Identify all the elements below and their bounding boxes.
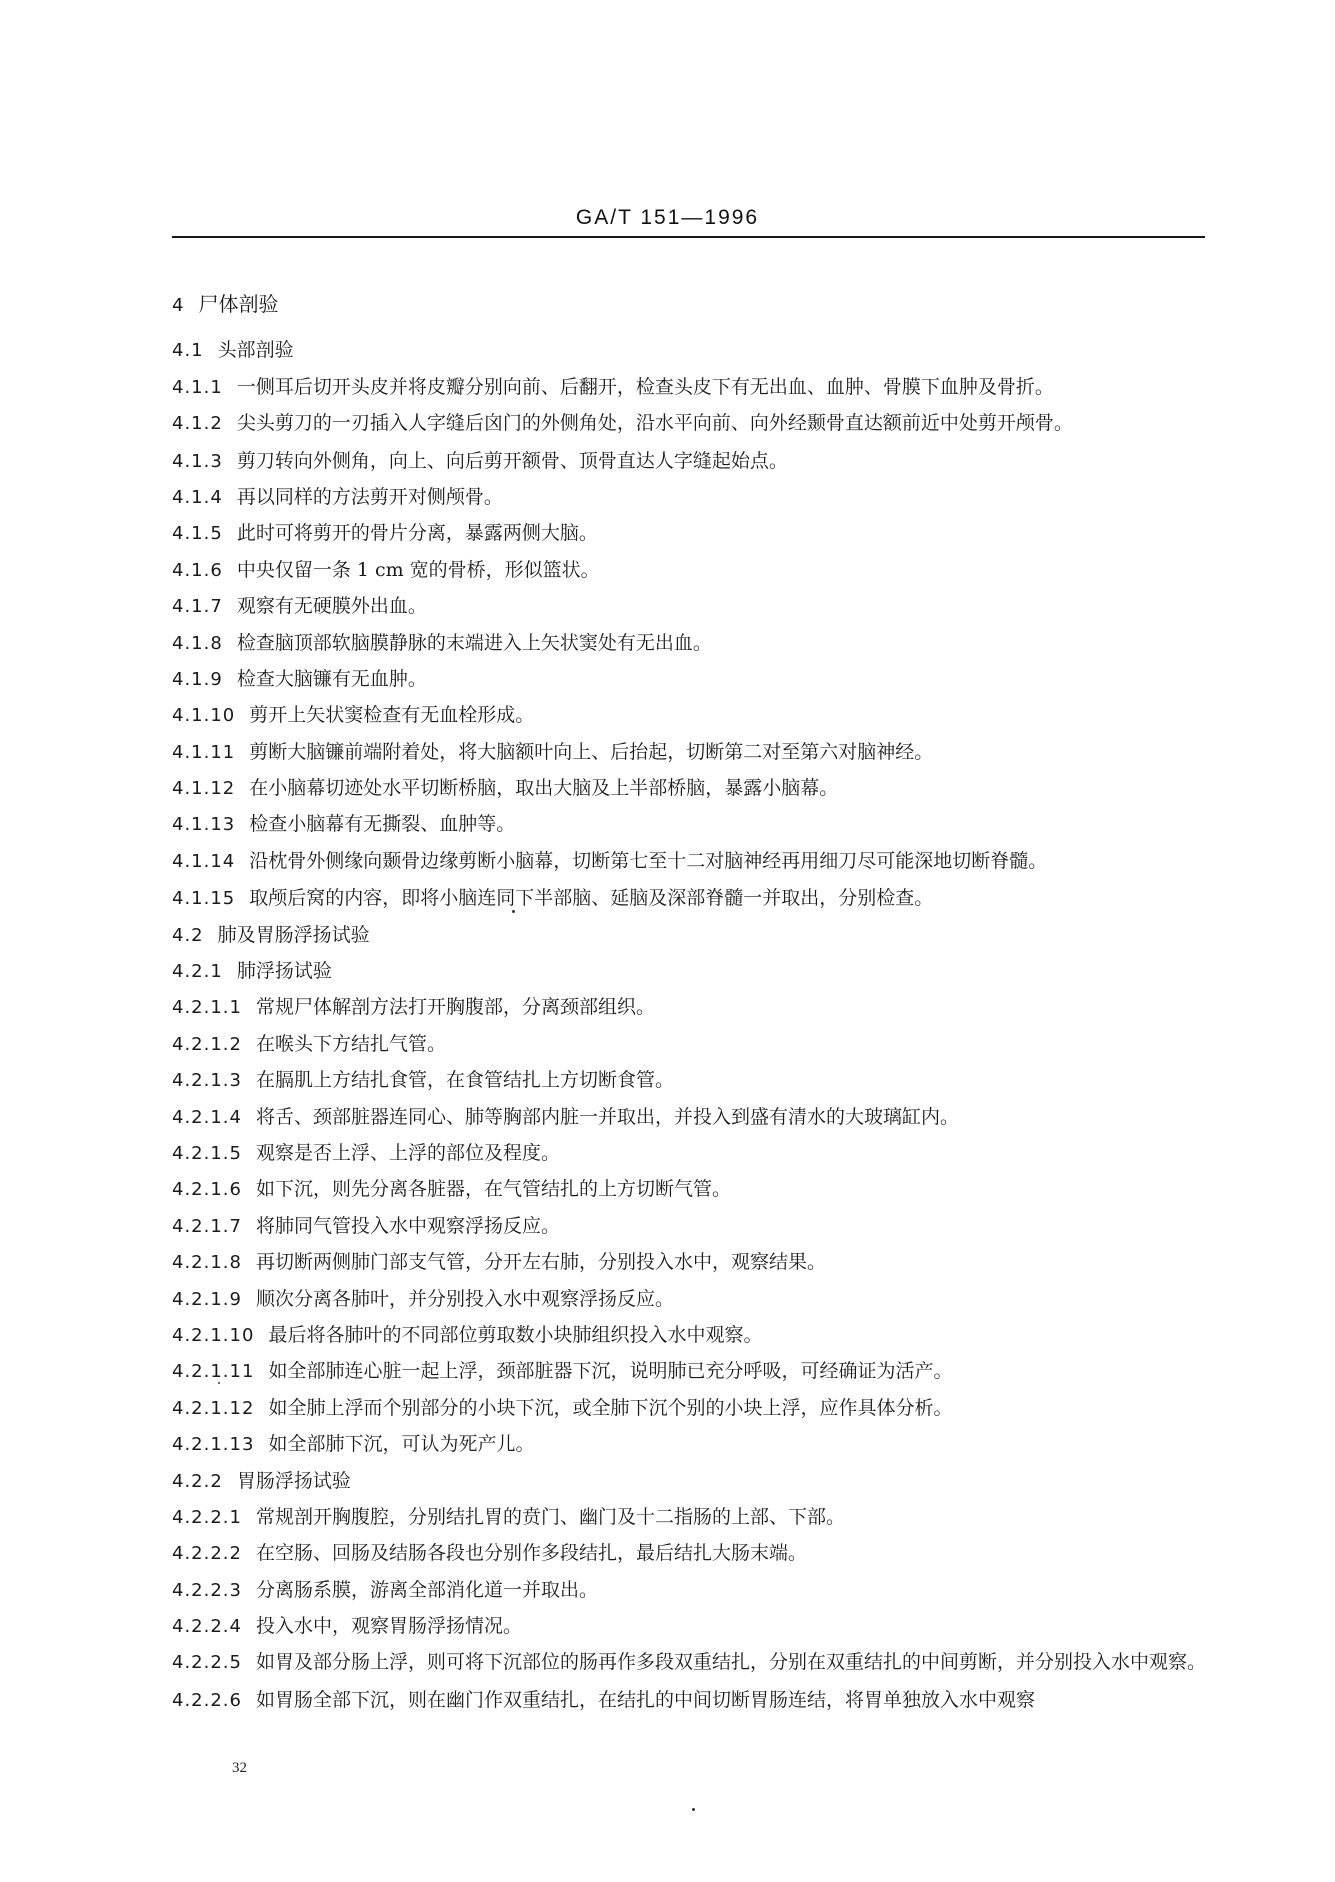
clause-text: 沿枕骨外侧缘向颞骨边缘剪断小脑幕，切断第七至十二对脑神经再用细刀尽可能深地切断脊髓。	[249, 849, 1048, 872]
clause-line	[172, 1682, 1212, 1718]
clause-text: 常规剖开胸腹腔，分别结扎胃的贲门、幽门及十二指肠的上部、下部。	[255, 1505, 845, 1528]
clause-number: 4.1.14	[172, 850, 236, 872]
clause-list	[172, 332, 1212, 1718]
clause-number: 4.2.2.2	[172, 1543, 242, 1565]
clause-number: 4.2.1.4	[172, 1106, 242, 1128]
clause-text: 再以同样的方法剪开对侧颅骨。	[236, 485, 503, 508]
clause-text: 如全部肺下沉，可认为死产儿。	[268, 1433, 535, 1456]
clause-line	[172, 1535, 1212, 1571]
standard-code-header: GA/T 151—1996	[575, 206, 760, 229]
clause-text: 剪刀转向外侧角，向上、向后剪开额骨、顶骨直达人字缝起始点。	[236, 449, 788, 472]
clause-number: 4.2.1.9	[172, 1288, 242, 1310]
clause-number: 4.2.1	[172, 961, 223, 983]
clause-number: 4.2.1.12	[172, 1397, 255, 1419]
clause-line	[172, 515, 1212, 551]
clause-text: 检查脑顶部软脑膜静脉的末端进入上矢状窦处有无出血。	[236, 631, 712, 654]
clause-text: 最后将各肺叶的不同部位剪取数小块肺组织投入水中观察。	[268, 1323, 763, 1346]
clause-number: 4.1.8	[172, 632, 223, 654]
clause-line	[172, 880, 1212, 916]
clause-text: 如胃及部分肠上浮，则可将下沉部位的肠再作多段双重结扎，分别在双重结扎的中间剪断，并分别投入水中观察。	[255, 1651, 1206, 1674]
clause-number: 4.1.13	[172, 814, 236, 836]
clause-line	[172, 1608, 1212, 1644]
clause-line	[172, 917, 1212, 953]
section-title: 尸体剖验	[198, 292, 279, 316]
clause-line	[172, 1572, 1212, 1608]
clause-number: 4.1.1	[172, 376, 223, 398]
clause-number: 4.1.3	[172, 450, 223, 472]
clause-line	[172, 405, 1212, 442]
clause-number: 4.1.12	[172, 778, 236, 800]
clause-line	[172, 1026, 1212, 1062]
clause-line	[172, 1135, 1212, 1171]
clause-line	[172, 697, 1212, 733]
clause-line	[172, 1208, 1212, 1244]
clause-number: 4.2.2.3	[172, 1579, 242, 1601]
clause-number: 4.1.15	[172, 888, 236, 910]
scan-speck	[218, 1382, 220, 1384]
clause-text: 取颅后窝的内容，即将小脑连同下半部脑、延脑及深部脊髓一并取出，分别检查。	[249, 887, 934, 910]
clause-line	[172, 1499, 1212, 1535]
clause-number: 4.1	[172, 340, 204, 362]
clause-line	[172, 989, 1212, 1025]
clause-number: 4.1.10	[172, 705, 236, 727]
clause-text: 如下沉，则先分离各脏器，在气管结扎的上方切断气管。	[255, 1178, 731, 1201]
clause-text: 在空肠、回肠及结肠各段也分别作多段结扎，最后结扎大肠末端。	[255, 1542, 807, 1565]
section-heading	[172, 286, 1212, 322]
section-number: 4	[172, 295, 185, 316]
clause-text: 检查小脑幕有无撕裂、血肿等。	[249, 813, 516, 836]
clause-text: 在喉头下方结扎气管。	[255, 1032, 446, 1055]
clause-number: 4.1.2	[172, 413, 223, 435]
clause-text: 此时可将剪开的骨片分离，暴露两侧大脑。	[236, 522, 598, 545]
clause-number: 4.2.2.5	[172, 1652, 242, 1674]
clause-line	[172, 625, 1212, 661]
clause-line	[172, 552, 1212, 588]
clause-number: 4.2.1.13	[172, 1434, 255, 1456]
clause-line	[172, 1281, 1212, 1317]
clause-number: 4.2.1.10	[172, 1324, 255, 1346]
clause-number: 4.2.1.11	[172, 1361, 255, 1383]
clause-number: 4.2.1.3	[172, 1070, 242, 1092]
clause-line	[172, 1463, 1212, 1499]
page-number: 32	[232, 1760, 247, 1776]
clause-line	[172, 843, 1212, 880]
clause-line	[172, 806, 1212, 842]
clause-line	[172, 1390, 1212, 1426]
clause-number: 4.1.6	[172, 559, 223, 581]
clause-number: 4.1.11	[172, 741, 236, 763]
clause-text: 常规尸体解剖方法打开胸腹部，分离颈部组织。	[255, 996, 655, 1019]
clause-text: 如全部肺连心脏一起上浮，颈部脏器下沉，说明肺已充分呼吸，可经确证为活产。	[268, 1360, 953, 1383]
clause-text: 如胃肠全部下沉，则在幽门作双重结扎，在结扎的中间切断胃肠连结，将胃单独放入水中观察	[255, 1688, 1035, 1711]
clause-text: 肺及胃肠浮扬试验	[217, 923, 370, 946]
clause-text: 观察有无硬膜外出血。	[236, 595, 427, 618]
clause-line	[172, 1644, 1212, 1681]
clause-number: 4.2.1.1	[172, 997, 242, 1019]
clause-text: 剪开上矢状窦检查有无血栓形成。	[249, 704, 535, 727]
clause-line	[172, 479, 1212, 515]
clause-number: 4.1.4	[172, 486, 223, 508]
clause-line	[172, 369, 1212, 405]
clause-number: 4.2.2	[172, 1470, 223, 1492]
clause-line	[172, 332, 1212, 368]
clause-line	[172, 1171, 1212, 1207]
clause-line	[172, 1317, 1212, 1353]
clause-text: 尖头剪刀的一刃插入人字缝后囟门的外侧角处，沿水平向前、向外经颞骨直达额前近中处剪开颅骨。	[236, 412, 1073, 435]
clause-line	[172, 588, 1212, 624]
clause-line	[172, 661, 1212, 697]
clause-line	[172, 1353, 1212, 1389]
clause-text: 分离肠系膜，游离全部消化道一并取出。	[255, 1578, 598, 1601]
clause-line	[172, 734, 1212, 770]
clause-number: 4.2.2.4	[172, 1616, 242, 1638]
clause-number: 4.2.1.2	[172, 1033, 242, 1055]
clause-number: 4.1.7	[172, 596, 223, 618]
clause-number: 4.2	[172, 924, 204, 946]
clause-number: 4.2.1.7	[172, 1215, 242, 1237]
clause-line	[172, 953, 1212, 989]
clause-text: 剪断大脑镰前端附着处，将大脑额叶向上、后抬起，切断第二对至第六对脑神经。	[249, 740, 934, 763]
clause-text: 再切断两侧肺门部支气管，分开左右肺，分别投入水中，观察结果。	[255, 1251, 826, 1274]
clause-text: 肺浮扬试验	[236, 960, 332, 983]
clause-number: 4.2.2.6	[172, 1689, 242, 1711]
scan-speck	[692, 1808, 695, 1811]
document-body	[172, 286, 1212, 1718]
clause-text: 在小脑幕切迹处水平切断桥脑，取出大脑及上半部桥脑，暴露小脑幕。	[249, 777, 839, 800]
clause-number: 4.1.9	[172, 668, 223, 690]
header-rule	[172, 236, 1205, 238]
clause-text: 一侧耳后切开头皮并将皮瓣分别向前、后翻开，检查头皮下有无出血、血肿、骨膜下血肿及骨折。	[236, 375, 1054, 398]
clause-number: 4.2.1.5	[172, 1143, 242, 1165]
clause-text: 中央仅留一条 1 cm 宽的骨桥，形似篮状。	[236, 558, 600, 581]
clause-line	[172, 1062, 1212, 1098]
scan-speck	[512, 910, 515, 913]
clause-text: 观察是否上浮、上浮的部位及程度。	[255, 1142, 560, 1165]
clause-line	[172, 770, 1212, 806]
clause-text: 顺次分离各肺叶，并分别投入水中观察浮扬反应。	[255, 1287, 674, 1310]
clause-text: 检查大脑镰有无血肿。	[236, 667, 427, 690]
clause-text: 如全肺上浮而个别部分的小块下沉，或全肺下沉个别的小块上浮，应作具体分析。	[268, 1396, 953, 1419]
clause-number: 4.2.2.1	[172, 1506, 242, 1528]
clause-line	[172, 1099, 1212, 1135]
clause-line	[172, 1244, 1212, 1280]
clause-text: 头部剖验	[217, 339, 294, 362]
clause-text: 在膈肌上方结扎食管，在食管结扎上方切断食管。	[255, 1069, 674, 1092]
clause-number: 4.2.1.6	[172, 1179, 242, 1201]
clause-text: 将肺同气管投入水中观察浮扬反应。	[255, 1214, 560, 1237]
clause-number: 4.1.5	[172, 523, 223, 545]
clause-text: 投入水中，观察胃肠浮扬情况。	[255, 1615, 522, 1638]
clause-text: 将舌、颈部脏器连同心、肺等胸部内脏一并取出，并投入到盛有清水的大玻璃缸内。	[255, 1105, 959, 1128]
clause-line	[172, 443, 1212, 479]
clause-number: 4.2.1.8	[172, 1252, 242, 1274]
clause-text: 胃肠浮扬试验	[236, 1469, 351, 1492]
clause-line	[172, 1426, 1212, 1462]
